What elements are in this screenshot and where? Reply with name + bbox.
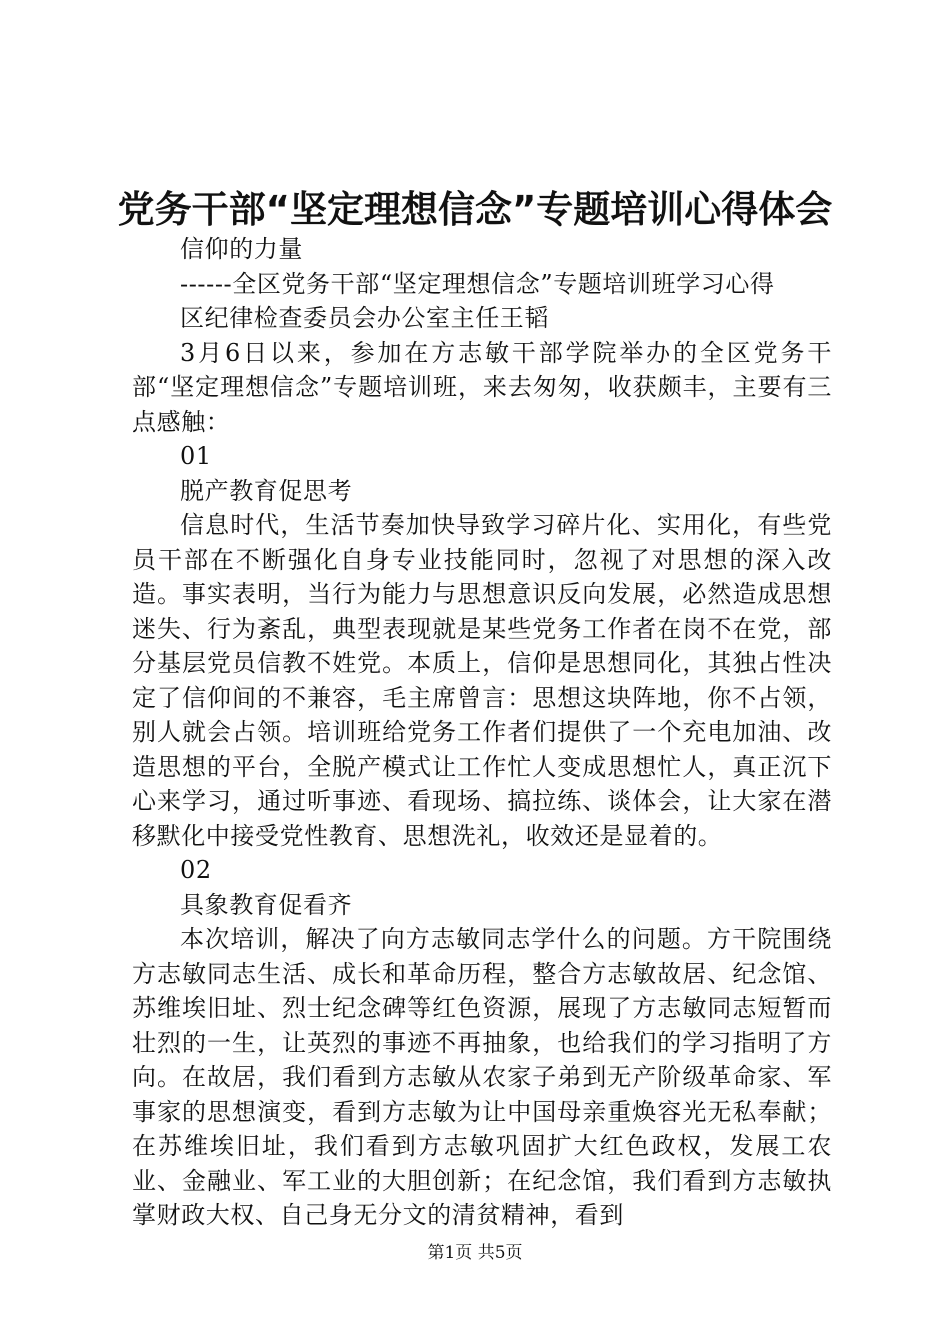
document-title: 党务干部“坚定理想信念”专题培训心得体会 bbox=[117, 188, 833, 231]
section-number-01: 01 bbox=[180, 442, 212, 470]
document-body bbox=[132, 232, 832, 1233]
paragraph-subtitle: 信仰的力量 bbox=[180, 235, 303, 263]
section-heading-2: 具象教育促看齐 bbox=[180, 890, 353, 919]
section-number-02: 02 bbox=[180, 856, 212, 884]
section-heading-1: 脱产教育促思考 bbox=[180, 476, 353, 505]
paragraph-body-1: 信息时代，生活节奏加快导致学习碎片化、实用化，有些党员干部在不断强化自身专业技能同时，忽视了对思想的深入改造。事实表明，当行为能力与思想意识反向发展，必然造成思想迷失、行为紊乱，典型表现就是某些党务工作者在岗不在党，部分基层党员信教不姓党。本质上，信仰是思想同化，其独占性决定了信仰间的不兼容，毛主席曾言：思想这块阵地，你不占领，别人就会占领。培训班给党务工作者们提供了一个充电加油、改造思想的平台，全脱产模式让工作忙人变成思想忙人，真正沉下心来学习，通过听事迹、看现场、搞拉练、谈体会，让大家在潜移默化中接受党性教育、思想洗礼，收效还是显着的。 bbox=[132, 511, 832, 850]
paragraph-intro: 3月6日以来，参加在方志敏干部学院举办的全区党务干部“坚定理想信念”专题培训班，来去匆匆，收获颇丰，主要有三点感触： bbox=[132, 338, 832, 436]
page-footer: 第1页 共5页 bbox=[427, 1243, 523, 1263]
paragraph-author: 区纪律检查委员会办公室主任王韬 bbox=[180, 304, 549, 332]
paragraph-subheading: ------全区党务干部“坚定理想信念”专题培训班学习心得 bbox=[180, 269, 775, 298]
paragraph-body-2: 本次培训，解决了向方志敏同志学什么的问题。方干院围绕方志敏同志生活、成长和革命历程，整合方志敏故居、纪念馆、苏维埃旧址、烈士纪念碑等红色资源，展现了方志敏同志短暂而壮烈的一生，让英烈的事迹不再抽象，也给我们的学习指明了方向。在故居，我们看到方志敏从农家子弟到无产阶级革命家、军事家的思想演变，看到方志敏为让中国母亲重焕容光无私奉献；在苏维埃旧址，我们看到方志敏巩固扩大红色政权，发展工农业、金融业、军工业的大胆创新；在纪念馆，我们看到方志敏执掌财政大权、自己身无分文的清贫精神，看到 bbox=[132, 925, 832, 1229]
